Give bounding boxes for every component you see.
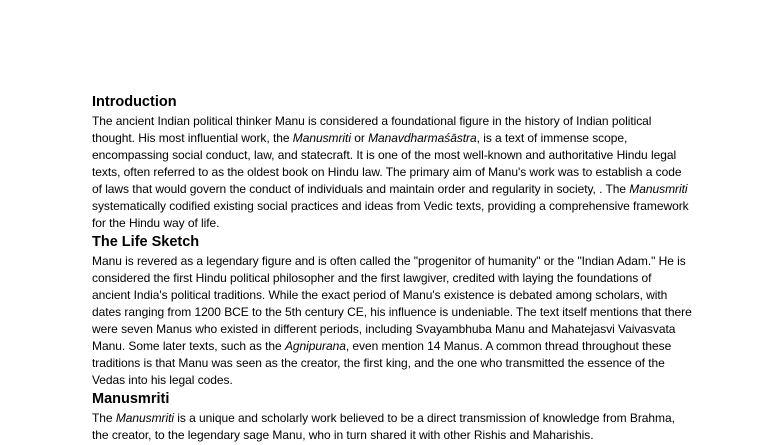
- section-heading: Introduction: [92, 94, 177, 110]
- text-run: , is a text of immense scope, encompassing social conduct, law, and statecraft. It is one of the most well-known and authoritative Hindu legal texts, often referred to as the oldest book on Hindu law. The primary aim of Manu's work was to establish a code of laws that would govern the conduct of individuals and maintain order and regularity in society, . The: [92, 131, 682, 196]
- text-run: or: [350, 131, 369, 145]
- section-heading: The Life Sketch: [92, 234, 200, 250]
- italic-title: Manusmriti: [629, 182, 688, 196]
- document-body: [92, 93, 692, 445]
- section-introduction: [92, 93, 692, 232]
- section-life-sketch: [92, 233, 692, 389]
- section-paragraph: [92, 113, 692, 232]
- italic-title: Manusmriti: [292, 131, 351, 145]
- section-paragraph: [92, 410, 692, 444]
- text-run: is a unique and scholarly work believed to be a direct transmission of knowledge from Brahma, the creator, to the legendary sage Manu, who in turn shared it with other Rishis and Maharishis.: [92, 411, 675, 442]
- section-paragraph: [92, 253, 692, 389]
- text-run: The: [92, 411, 116, 425]
- text-run: systematically codified existing social practices and ideas from Vedic texts, providing a comprehensive framework for the Hindu way of life.: [92, 199, 689, 230]
- italic-title: Manusmriti: [115, 411, 174, 425]
- text-run: Manu is revered as a legendary figure and is often called the "progenitor of humanity" or the "Indian Adam." He is considered the first Hindu political philosopher and the first lawgiver, credited with laying the foundations of ancient India's political traditions. While the exact period of Manu's existence is debated among scholars, with dates ranging from 1200 BCE to the 5th century CE, his influence is undeniable. The text itself mentions that there were seven Manus who existed in different periods, including Svayambhuba Manu and Mahatejasvi Vaivasvata Manu. Some later texts, such as the: [92, 254, 692, 353]
- italic-title: Agnipurana: [284, 339, 346, 353]
- section-heading: Manusmriti: [92, 391, 170, 407]
- italic-title: Manavdharmaśāstra: [368, 131, 477, 145]
- section-manusmriti: [92, 390, 692, 444]
- text-run: The ancient Indian political thinker Manu is considered a foundational figure in the history of Indian political thought. His most influential work, the: [92, 114, 652, 145]
- text-run: , even mention 14 Manus. A common thread throughout these traditions is that Manu was seen as the creator, the first king, and the one who transmitted the essence of the Vedas into his legal codes.: [92, 339, 672, 387]
